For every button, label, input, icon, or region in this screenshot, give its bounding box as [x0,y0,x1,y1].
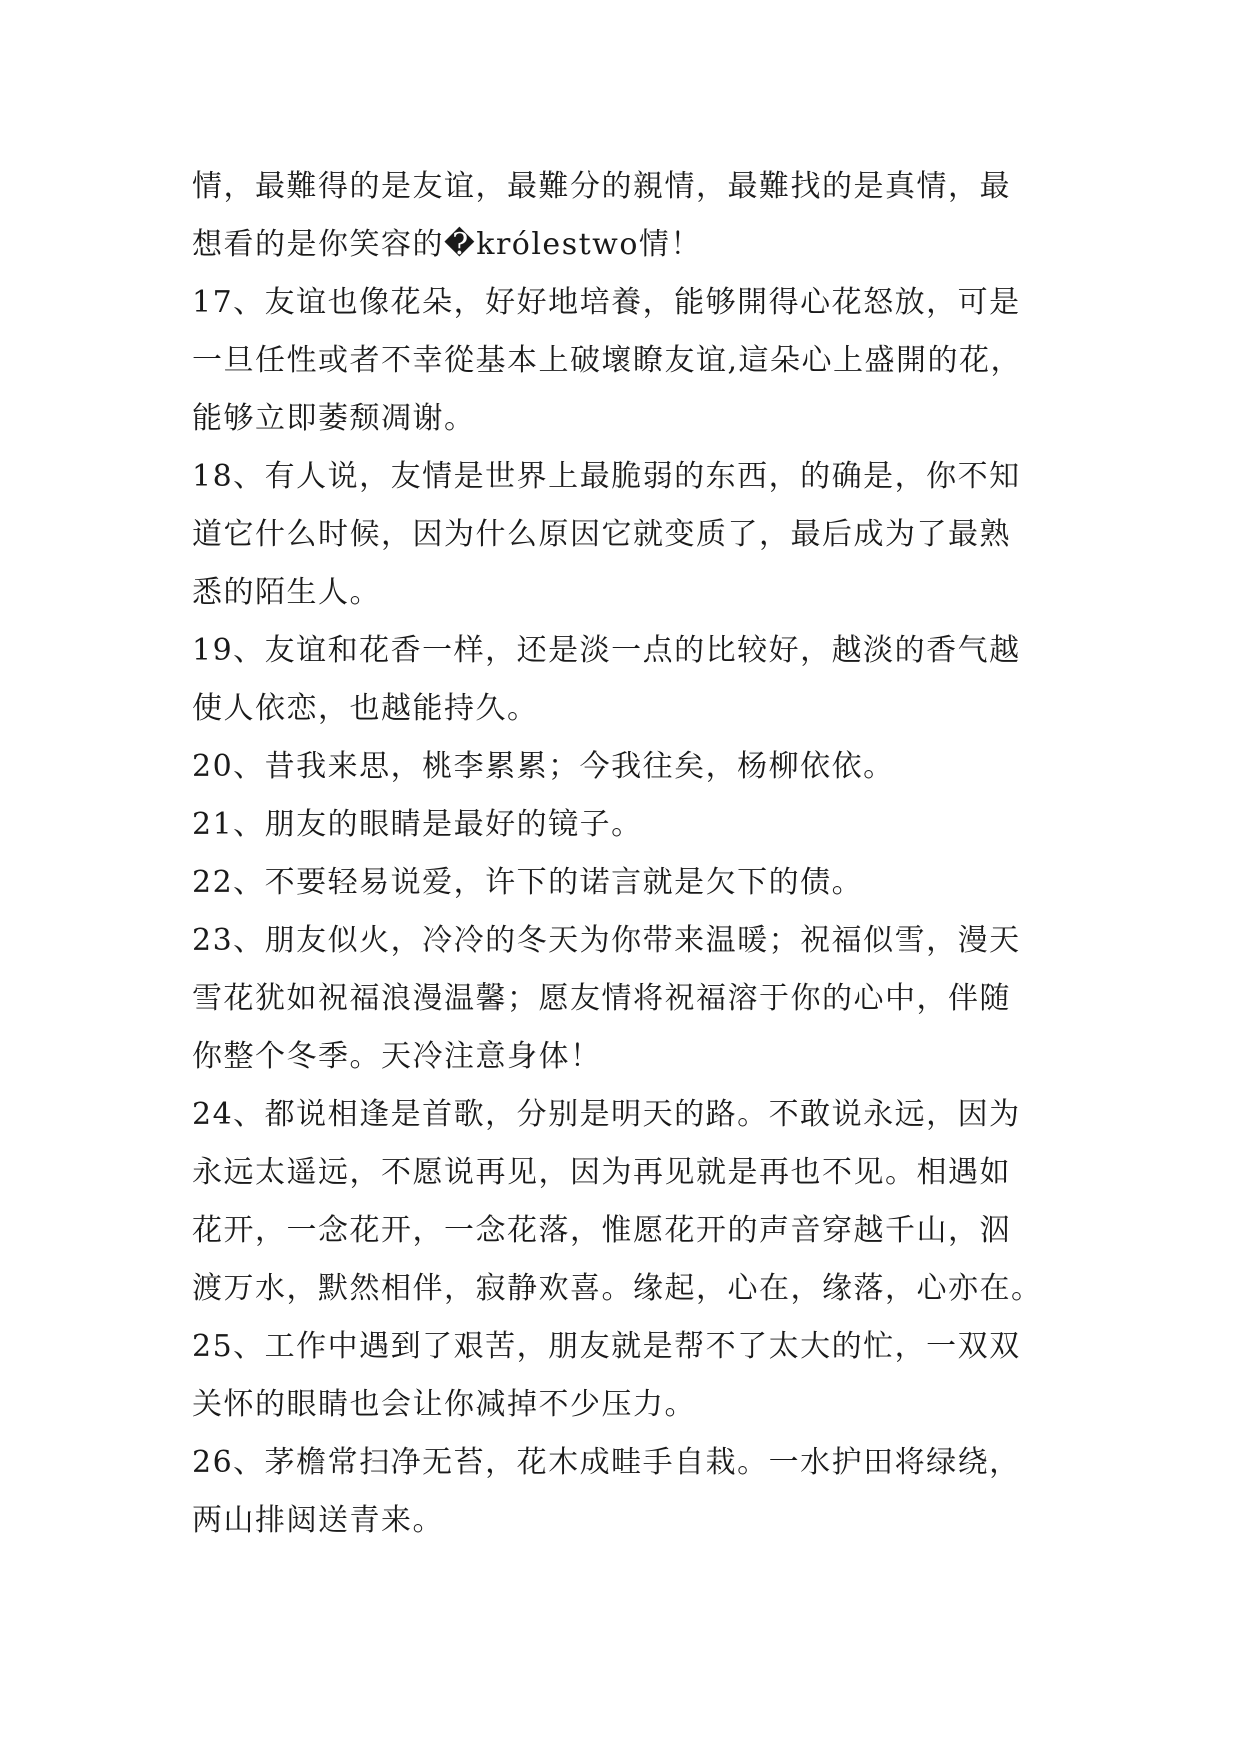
text-line: 21、朋友的眼睛是最好的镜子。 [192,807,643,842]
text-line: 22、不要轻易说爱，许下的诺言就是欠下的债。 [192,865,864,900]
text-line: 18、有人说，友情是世界上最脆弱的东西，的确是，你不知 [192,459,1021,494]
text-line: 25、工作中遇到了艰苦，朋友就是帮不了太大的忙，一双双 [192,1329,1021,1364]
text-line: 24、都说相逢是首歌，分别是明天的路。不敢说永远，因为 [192,1097,1021,1132]
text-line: 26、茅檐常扫净无苔，花木成畦手自栽。一水护田将绿绕， [192,1445,1021,1480]
text-line: 19、友谊和花香一样，还是淡一点的比较好，越淡的香气越 [192,633,1021,668]
text-line: 花开，一念花开，一念花落，惟愿花开的声音穿越千山，泅 [192,1213,1011,1248]
text-line: 渡万水，默然相伴，寂静欢喜。缘起，心在，缘落，心亦在。 [192,1271,1043,1306]
text-line: 永远太遥远，不愿说再见，因为再见就是再也不见。相遇如 [192,1155,1011,1190]
text-line: 17、友谊也像花朵，好好地培養，能够開得心花怒放，可是 [192,285,1021,320]
text-line: 两山排闼送青来。 [192,1503,444,1538]
text-line: 悉的陌生人。 [192,575,381,610]
text-line: 20、昔我来思，桃李累累；今我往矣，杨柳依依。 [192,749,895,784]
document-body [192,158,1072,1550]
text-line: 想看的是你笑容的�królestwo情！ [192,227,702,262]
text-line: 你整个冬季。天冷注意身体！ [192,1039,602,1074]
text-line: 使人依恋，也越能持久。 [192,691,539,726]
text-line: 23、朋友似火，冷冷的冬天为你带来温暖；祝福似雪，漫天 [192,923,1021,958]
text-line: 情，最難得的是友谊，最難分的親情，最難找的是真情，最 [192,169,1011,204]
text-line: 能够立即萎颓凋谢。 [192,401,476,436]
text-line: 雪花犹如祝福浪漫温馨；愿友情将祝福溶于你的心中，伴随 [192,981,1011,1016]
text-line: 道它什么时候，因为什么原因它就变质了，最后成为了最熟 [192,517,1011,552]
text-line: 一旦任性或者不幸從基本上破壞瞭友谊,這朵心上盛開的花， [192,343,1023,378]
text-line: 关怀的眼睛也会让你减掉不少压力。 [192,1387,696,1422]
